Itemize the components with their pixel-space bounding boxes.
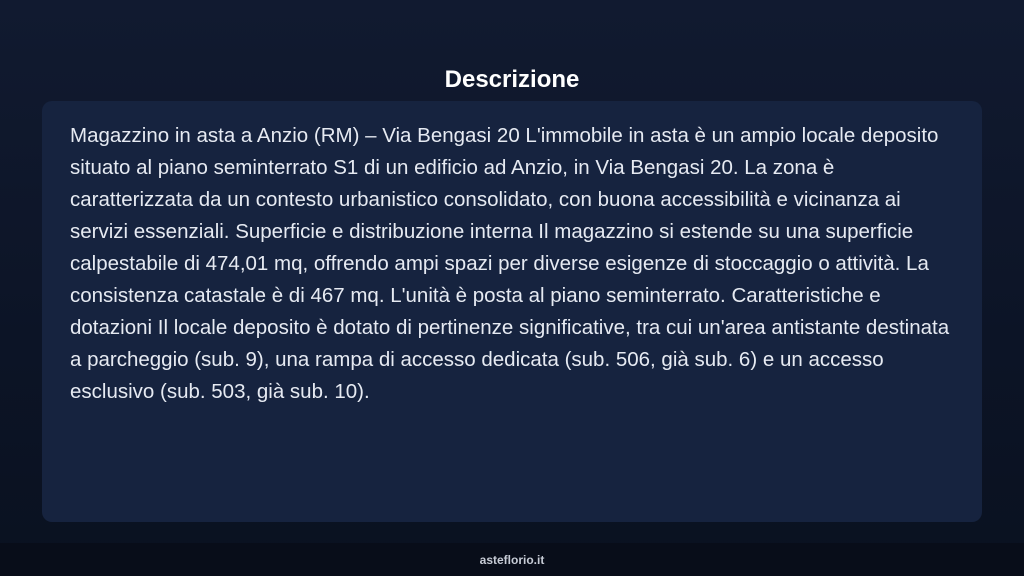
description-text: Magazzino in asta a Anzio (RM) – Via Bengasi 20 L'immobile in asta è un ampio locale deposito situato al piano seminterrato S1 di un edificio ad Anzio, in Via Bengasi 20. La zona è caratterizzata da un contesto urbanistico consolidato, con buona accessibilità e vicinanza ai servizi essenziali. Superficie e distribuzione interna Il magazzino si estende su una superficie calpestabile di 474,01 mq, offrendo ampi spazi per diverse esigenze di stoccaggio o attività. La consistenza catastale è di 467 mq. L'unità è posta al piano seminterrato. Caratteristiche e dotazioni Il locale deposito è dotato di pertinenze significative, tra cui un'area antistante destinata a parcheggio (sub. 9), una rampa di accesso dedicata (sub. 506, già sub. 6) e un accesso esclusivo (sub. 503, già sub. 10).	[70, 124, 950, 403]
page-title: Descrizione	[444, 66, 580, 94]
footer	[0, 543, 1024, 576]
description-card	[42, 101, 982, 522]
footer-site-label: asteflorio.it	[479, 553, 545, 567]
